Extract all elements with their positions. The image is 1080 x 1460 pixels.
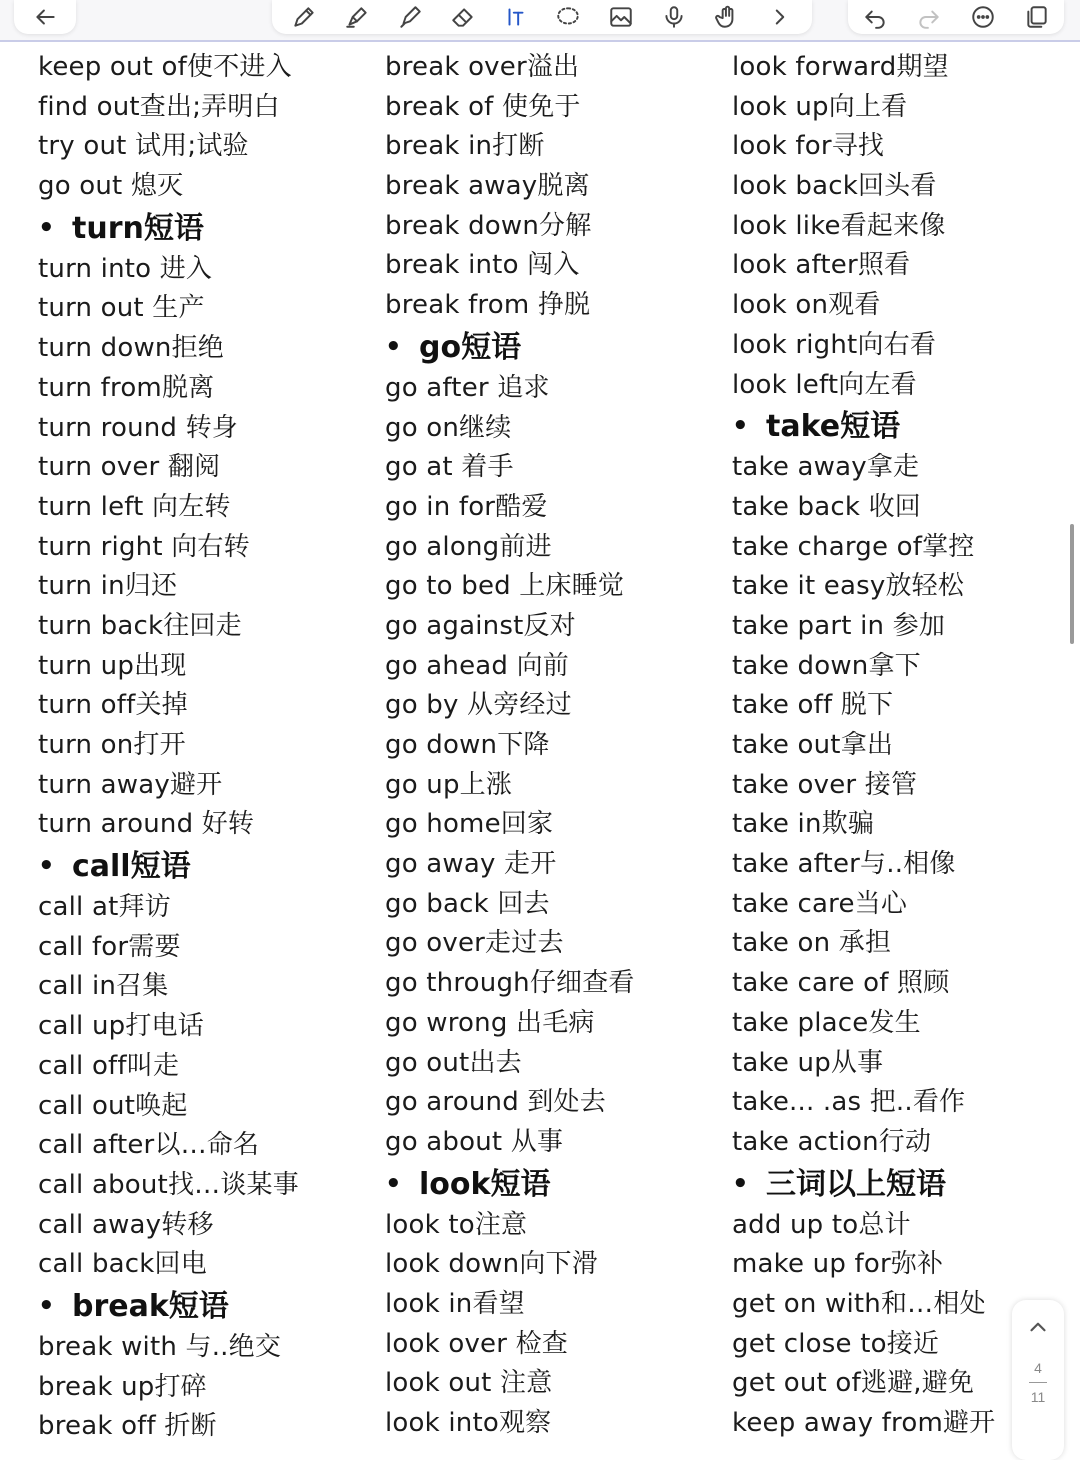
phrase-entry: take part in 参加	[732, 610, 946, 641]
phrase-entry: call out唤起	[38, 1090, 188, 1121]
phrase-entry: turn away避开	[38, 769, 223, 800]
phrase-entry: break over溢出	[385, 52, 580, 82]
phrase-entry: turn back往回走	[38, 610, 242, 641]
phrase-entry: call in召集	[38, 971, 169, 1002]
phrase-entry: go by 从旁经过	[385, 690, 572, 721]
phrase-entry: turn from脱离	[38, 372, 215, 403]
phrase-entry: turn up出现	[38, 650, 187, 681]
phrase-entry: go to bed 上床睡觉	[385, 571, 625, 602]
phrase-entry: look forward期望	[732, 52, 949, 82]
pages-icon	[1024, 4, 1050, 30]
undo-icon	[862, 4, 888, 30]
bullet-icon: •	[732, 411, 749, 442]
phrase-entry: call back回电	[38, 1249, 207, 1280]
phrase-entry: take on 承担	[732, 928, 892, 959]
highlighter-icon	[344, 4, 370, 30]
phrase-entry: keep away from避开	[732, 1408, 996, 1438]
phrase-entry: call up打电话	[38, 1011, 204, 1042]
section-heading	[38, 207, 378, 250]
more-tools-button[interactable]	[761, 2, 799, 32]
undo-button[interactable]	[856, 2, 894, 32]
text-tool-button[interactable]	[497, 2, 535, 32]
microphone-tool-button[interactable]	[655, 2, 693, 32]
back-arrow-icon	[32, 4, 58, 30]
phrase-entry: break away脱离	[385, 171, 590, 202]
lasso-icon	[555, 4, 581, 30]
section-heading-text: look短语	[419, 1166, 551, 1202]
phrase-entry: go around 到处去	[385, 1087, 606, 1118]
toolbar-left-group	[14, 0, 76, 34]
phrase-entry: turn out 生产	[38, 293, 205, 324]
phrase-entry: try out 试用;试验	[38, 131, 249, 162]
bullet-icon: •	[38, 212, 55, 243]
phrase-entry: turn off关掉	[38, 690, 188, 721]
previous-page-button[interactable]	[1025, 1314, 1051, 1340]
text-tool-icon	[503, 4, 529, 30]
back-button[interactable]	[26, 2, 64, 32]
top-toolbar	[0, 0, 1080, 42]
section-heading-text: break短语	[72, 1288, 229, 1324]
phrase-entry: look left向左看	[732, 369, 917, 400]
phrase-entry: take back 收回	[732, 491, 921, 522]
phrase-entry: get on with和…相处	[732, 1288, 986, 1319]
column-3	[732, 48, 1072, 1440]
phrase-entry: look over 检查	[385, 1328, 569, 1359]
more-options-button[interactable]	[964, 2, 1002, 32]
phrase-entry: go ahead 向前	[385, 650, 569, 681]
phrase-entry: break with 与..绝交	[38, 1331, 282, 1362]
section-heading-text: turn短语	[72, 210, 204, 246]
chevron-right-icon	[767, 4, 793, 30]
section-heading-text: go短语	[419, 329, 522, 365]
section-heading	[732, 1163, 1072, 1206]
redo-icon	[916, 4, 942, 30]
more-icon	[970, 4, 996, 30]
microphone-icon	[661, 4, 687, 30]
phrase-entry: find out查出;弄明白	[38, 91, 280, 122]
phrase-entry: take over 接管	[732, 769, 918, 800]
toolbar-tools-group	[272, 0, 812, 34]
phrase-entry: go at 着手	[385, 452, 514, 483]
phrase-entry: look right向右看	[732, 329, 937, 360]
bullet-icon: •	[38, 1290, 55, 1321]
phrase-entry: go out出去	[385, 1047, 522, 1078]
phrase-entry: take care of 照顾	[732, 968, 950, 999]
phrase-entry: turn down拒绝	[38, 333, 225, 364]
phrase-entry: take it easy放轻松	[732, 571, 965, 602]
phrase-entry: take out拿出	[732, 730, 894, 760]
image-tool-button[interactable]	[602, 2, 640, 32]
phrase-entry: look like看起来像	[732, 210, 946, 241]
image-icon	[608, 4, 634, 30]
phrase-entry: take away拿走	[732, 452, 920, 483]
vertical-scrollbar[interactable]	[1070, 524, 1074, 644]
phrase-entry: take... .as 把..看作	[732, 1087, 966, 1118]
phrase-entry: turn right 向右转	[38, 531, 250, 562]
hand-icon	[714, 4, 740, 30]
phrase-entry: look in看望	[385, 1288, 525, 1319]
phrase-entry: call away转移	[38, 1209, 214, 1240]
current-page-number: 4	[1034, 1360, 1042, 1376]
phrase-entry: go over走过去	[385, 928, 564, 959]
phrase-entry: look for寻找	[732, 131, 885, 162]
phrase-entry: call for需要	[38, 931, 181, 962]
phrase-entry: turn around 好转	[38, 809, 255, 840]
lasso-tool-button[interactable]	[549, 2, 587, 32]
phrase-entry: look down向下滑	[385, 1249, 598, 1280]
column-2	[385, 48, 725, 1440]
highlighter-tool-button[interactable]	[338, 2, 376, 32]
phrase-entry: go away 走开	[385, 849, 557, 880]
phrase-entry: get out of逃避,避免	[732, 1368, 975, 1399]
phrase-entry: go after 追求	[385, 372, 550, 403]
phrase-entry: take care当心	[732, 888, 908, 919]
phrase-entry: go home回家	[385, 809, 554, 840]
bullet-icon: •	[385, 331, 402, 362]
toolbar-right-group	[848, 0, 1064, 34]
phrase-entry: break down分解	[385, 210, 592, 241]
bullet-icon: •	[38, 851, 55, 882]
marker-tool-button[interactable]	[391, 2, 429, 32]
phrase-entry: go about 从事	[385, 1126, 564, 1157]
phrase-entry: turn left 向左转	[38, 491, 231, 522]
phrase-entry: break up打碎	[38, 1371, 207, 1402]
phrase-entry: look back回头看	[732, 171, 937, 202]
phrase-entry: break of 使免于	[385, 91, 581, 122]
phrase-entry: call at拜访	[38, 892, 171, 923]
phrase-entry: go out 熄灭	[38, 171, 184, 202]
phrase-entry: go wrong 出毛病	[385, 1007, 595, 1038]
phrase-entry: take charge of掌控	[732, 531, 975, 562]
phrase-entry: break in打断	[385, 131, 545, 162]
marker-icon	[397, 4, 423, 30]
bullet-icon: •	[732, 1168, 749, 1199]
phrase-entry: take off 脱下	[732, 690, 894, 721]
section-heading	[38, 1285, 378, 1328]
phrase-entry: call off叫走	[38, 1050, 180, 1081]
eraser-icon	[450, 4, 476, 30]
section-heading	[38, 845, 378, 888]
total-page-count: 11	[1030, 1389, 1046, 1405]
phrase-entry: add up to总计	[732, 1209, 911, 1240]
phrase-entry: look after照看	[732, 250, 911, 281]
page-number-divider	[1029, 1382, 1047, 1383]
phrase-entry: turn over 翻阅	[38, 452, 221, 483]
phrase-entry: look out 注意	[385, 1368, 553, 1399]
phrase-entry: turn on打开	[38, 730, 186, 760]
phrase-entry: take place发生	[732, 1007, 921, 1038]
phrase-entry: take in欺骗	[732, 809, 875, 840]
section-heading	[732, 405, 1072, 448]
section-heading-text: take短语	[766, 409, 901, 445]
phrase-entry: turn in归还	[38, 571, 178, 602]
phrase-entry: take after与..相像	[732, 849, 956, 880]
phrase-entry: go along前进	[385, 531, 552, 562]
phrase-entry: go in for酷爱	[385, 491, 548, 522]
hand-tool-button[interactable]	[708, 2, 746, 32]
section-heading	[385, 1163, 725, 1206]
phrase-entry: make up for弥补	[732, 1249, 944, 1280]
phrase-entry: go against反对	[385, 610, 576, 641]
phrase-entry: go down下降	[385, 730, 550, 760]
phrase-entry: turn into 进入	[38, 253, 213, 284]
phrase-entry: go on继续	[385, 412, 512, 443]
redo-button[interactable]	[910, 2, 948, 32]
phrase-entry: call after以…命名	[38, 1130, 260, 1161]
phrase-entry: call about找…谈某事	[38, 1169, 299, 1200]
column-1	[38, 48, 378, 1440]
phrase-entry: take up从事	[732, 1047, 884, 1078]
phrase-entry: look into观察	[385, 1408, 552, 1438]
pen-icon	[291, 4, 317, 30]
phrase-entry: take down拿下	[732, 650, 921, 681]
phrase-entry: keep out of使不进入	[38, 52, 292, 82]
phrase-entry: break off 折断	[38, 1411, 217, 1440]
phrase-entry: take action行动	[732, 1126, 932, 1157]
phrase-entry: break into 闯入	[385, 250, 580, 281]
pen-tool-button[interactable]	[285, 2, 323, 32]
section-heading-text: 三词以上短语	[766, 1166, 946, 1202]
phrase-entry: go back 回去	[385, 888, 550, 919]
section-heading	[385, 326, 725, 369]
note-page[interactable]	[0, 42, 1080, 1440]
phrase-entry: get close to接近	[732, 1328, 940, 1359]
section-heading-text: call短语	[72, 849, 191, 885]
page-navigator	[1012, 1300, 1064, 1460]
phrase-entry: turn round 转身	[38, 412, 238, 443]
phrase-entry: go up上涨	[385, 769, 513, 800]
phrase-entry: look to注意	[385, 1209, 528, 1240]
chevron-up-icon	[1025, 1314, 1051, 1340]
phrase-entry: look up向上看	[732, 91, 908, 122]
phrase-entry: break from 挣脱	[385, 290, 591, 321]
phrase-entry: look on观看	[732, 290, 881, 321]
eraser-tool-button[interactable]	[444, 2, 482, 32]
bullet-icon: •	[385, 1168, 402, 1199]
pages-button[interactable]	[1018, 2, 1056, 32]
phrase-entry: go through仔细查看	[385, 968, 635, 999]
